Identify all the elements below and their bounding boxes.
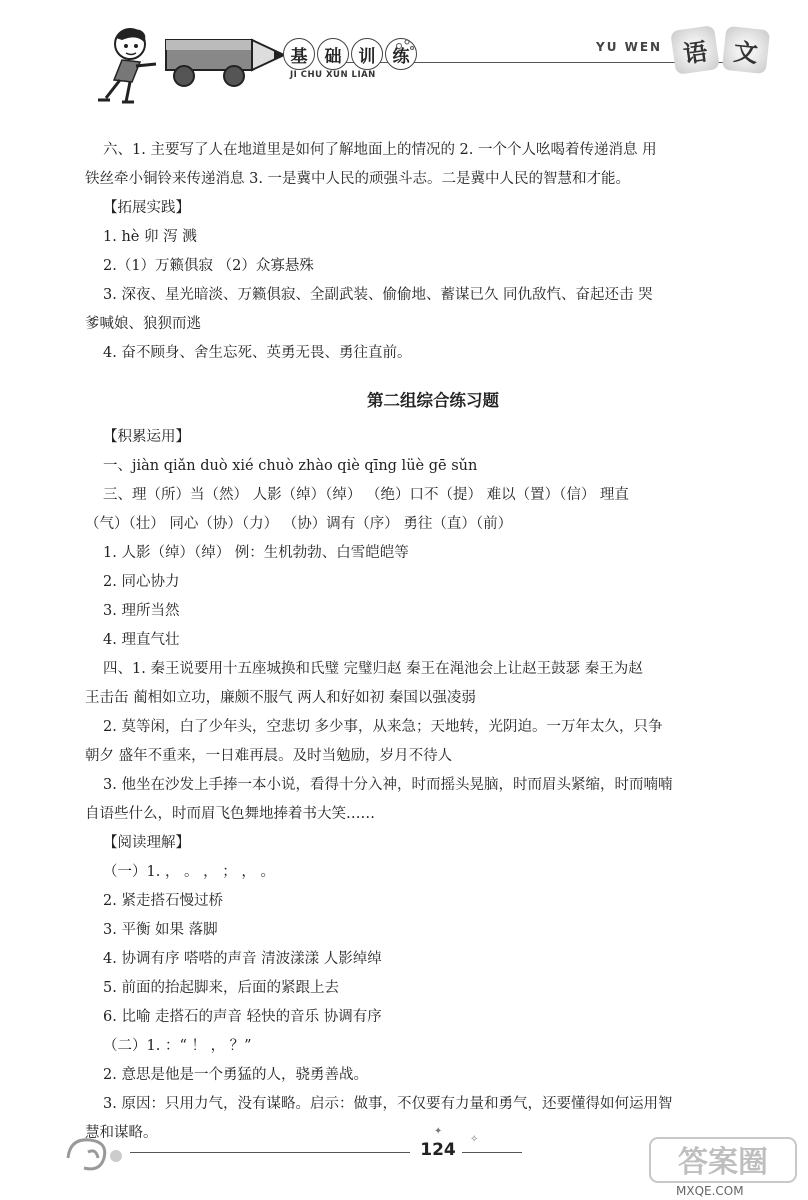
answer-line: 朝夕 盛年不重来，一日难再晨。及时当勉励，岁月不待人 bbox=[85, 748, 453, 764]
answer-line: 自语些什么，时而眉飞色舞地捧着书大笑…… bbox=[85, 806, 375, 822]
answer-line: 6. 比喻 走搭石的声音 轻快的音乐 协调有序 bbox=[103, 1009, 382, 1025]
decorative-swirl-icon bbox=[60, 1128, 130, 1178]
answer-line: （气）（壮） 同心（协）（力） （协）调有（序） 勇往（直）（前） bbox=[85, 516, 513, 532]
answer-line: 1. hè 卯 泻 溅 bbox=[103, 229, 197, 245]
answer-line: 5. 前面的抬起脚来，后面的紧跟上去 bbox=[103, 980, 339, 996]
answer-line: 4. 协调有序 嗒嗒的声音 清波漾漾 人影绰绰 bbox=[103, 951, 382, 967]
answer-line: 1. 人影（绰）（绰） 例：生机勃勃、白雪皑皑等 bbox=[103, 545, 409, 561]
title-char: 训 bbox=[351, 38, 383, 70]
mascot-boy-icon bbox=[92, 26, 162, 104]
page-footer bbox=[0, 1120, 808, 1200]
watermark-chars: 答案圈 bbox=[678, 1145, 768, 1180]
title-char: 础 bbox=[317, 38, 349, 70]
answer-line: 2.（1）万籁俱寂 （2）众寡悬殊 bbox=[103, 258, 314, 274]
subject-badge: 文 bbox=[722, 26, 770, 74]
answer-line: 4. 奋不顾身、舍生忘死、英勇无畏、勇往直前。 bbox=[103, 345, 412, 361]
answer-line: 一、jiàn qiǎn duò xié chuò zhào qiè qīng lüè gē sǔn bbox=[103, 458, 478, 474]
footer-rule bbox=[130, 1152, 410, 1153]
answer-line: 4. 理直气壮 bbox=[103, 632, 180, 648]
answer-line: 3. 原因：只用力气，没有谋略。启示：做事，不仅要有力量和勇气，还要懂得如何运用智 bbox=[103, 1096, 673, 1112]
subsection-heading: 【积累运用】 bbox=[103, 429, 190, 445]
subject-label: YU WEN bbox=[596, 40, 663, 54]
answer-line: 3. 他坐在沙发上手捧一本小说，看得十分入神，时而摇头晃脑，时而眉头紧缩，时而喃喃 bbox=[103, 777, 673, 793]
footer-rule bbox=[462, 1152, 522, 1153]
answer-line: （二）1. ：“ ！ ， ？” bbox=[103, 1038, 252, 1054]
subject-badge: 语 bbox=[670, 25, 720, 75]
section-title: 第二组综合练习题 bbox=[367, 391, 499, 410]
answer-line: 3. 理所当然 bbox=[103, 603, 180, 619]
answer-line: 爹喊娘、狼狈而逃 bbox=[85, 316, 201, 332]
answer-line: 3. 深夜、星光暗淡、万籁俱寂、全副武装、偷偷地、蓄谋已久 同仇敌忾、奋起还击 哭 bbox=[103, 287, 653, 303]
answer-line: 铁丝牵小铜铃来传递消息 3. 一是冀中人民的顽强斗志。二是冀中人民的智慧和才能。 bbox=[85, 171, 631, 187]
answer-line: 慧和谋略。 bbox=[85, 1125, 158, 1141]
answer-line: （一）1. ， 。 ， ； ， 。 bbox=[103, 864, 275, 880]
answer-line: 四、1. 秦王说要用十五座城换和氏璧 完璧归赵 秦王在渑池会上让赵王鼓瑟 秦王为赵 bbox=[103, 661, 643, 677]
answer-line: 3. 平衡 如果 落脚 bbox=[103, 922, 218, 938]
sparkle-icon: ✦ bbox=[434, 1126, 443, 1137]
answer-line: 三、理（所）当（然） 人影（绰）（绰） （绝）口不（提） 难以（置）（信） 理直 bbox=[103, 487, 629, 503]
answer-line: 六、1. 主要写了人在地道里是如何了解地面上的情况的 2. 一个个人吆喝着传递消息 用 bbox=[103, 142, 657, 158]
answer-line: 2. 意思是他是一个勇猛的人，骁勇善战。 bbox=[103, 1067, 368, 1083]
title-char: 练 bbox=[385, 38, 417, 70]
series-pinyin: JI CHU XUN LIAN bbox=[290, 70, 376, 80]
answer-line: 王击缶 蔺相如立功，廉颇不服气 两人和好如初 秦国以强凌弱 bbox=[85, 690, 476, 706]
answer-line: 2. 莫等闲，白了少年头，空悲切 多少事，从来急；天地转，光阴迫。一万年太久，只争 bbox=[103, 719, 663, 735]
watermark-url: MXQE.COM bbox=[676, 1184, 744, 1198]
pencil-cart-icon bbox=[160, 30, 290, 90]
title-char: 基 bbox=[283, 38, 315, 70]
decorative-dots-icon bbox=[395, 38, 415, 52]
subsection-heading: 【阅读理解】 bbox=[103, 835, 190, 851]
subsection-heading: 【拓展实践】 bbox=[103, 200, 190, 216]
page-header bbox=[0, 0, 808, 115]
answer-line: 2. 紧走搭石慢过桥 bbox=[103, 893, 223, 909]
sparkle-icon: ✧ bbox=[470, 1134, 479, 1145]
page-number: 124 bbox=[420, 1140, 456, 1160]
answer-line: 2. 同心协力 bbox=[103, 574, 180, 590]
